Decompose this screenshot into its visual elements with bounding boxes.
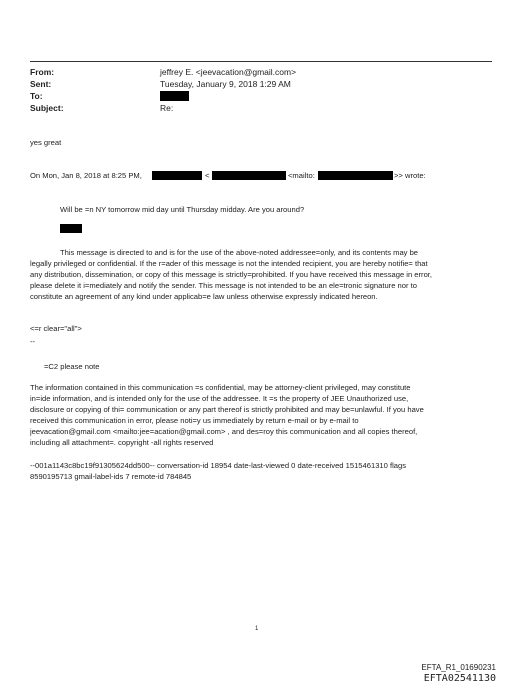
subject-label: Subject: <box>30 103 64 113</box>
disclaimer-line: legally privileged or confidential. If the r=ader of this message is not the intended recipient, you are hereby notifie= that <box>30 259 428 268</box>
disclaimer-line: any distribution, dissemination, or copy of this message is strictly=prohibited. If you have received this message in error, <box>30 270 433 279</box>
sent-value: Tuesday, January 9, 2018 1:29 AM <box>160 79 291 89</box>
from-label: From: <box>30 67 55 77</box>
confidential-line: disclosure or copying of thi= communication or any part thereof is strictly prohibited and may be=unlawful. If you have <box>30 405 424 414</box>
br-tag-text: <=r clear="all"> <box>30 324 82 333</box>
quoted-message: Will be =n NY tomorrow mid day until Thursday midday. Are you around? <box>60 205 305 214</box>
signature-redaction <box>60 224 82 233</box>
header-top-rule <box>30 61 492 62</box>
meta-line: 8590195713 gmail-label-ids 7 remote-id 784845 <box>30 472 192 481</box>
mailto-redaction <box>318 171 393 180</box>
confidential-line: received this communication in error, please noti=y us immediately by return e-mail or by e-mail to <box>30 416 359 425</box>
disclaimer-line: This message is directed to and is for the use of the above-noted addressee=only, and its contents may be <box>60 248 419 257</box>
sender-email-redaction <box>212 171 286 180</box>
confidential-line: jeevacation@gmail.com <mailto:jee=acation@gmail.com> , and des=roy this communication and all copies thereof, <box>30 427 418 436</box>
subject-value: Re: <box>160 103 174 113</box>
disclaimer-line: please delete it i=mediately and notify the sender. This message is not intended to be an ele=tronic signature nor to <box>30 281 417 290</box>
quote-intro-date: On Mon, Jan 8, 2018 at 8:25 PM, <box>30 171 142 180</box>
quote-intro-lt: < <box>205 171 210 180</box>
sender-name-redaction <box>152 171 202 180</box>
quote-intro-mailto: <mailto: <box>288 171 315 180</box>
page-number: 1 <box>255 626 259 632</box>
bates-number-1: EFTA_R1_01690231 <box>421 663 496 672</box>
confidential-line: in=ide information, and is intended only for the use of the addressee. It =s the property of JEE Unauthorized use, <box>30 394 409 403</box>
dashes-text: -- <box>30 337 36 346</box>
meta-line: --001a1143c8bc19f91305624dd500-- conversation-id 18954 date-last-viewed 0 date-received 1515461310 flags <box>30 461 407 470</box>
to-label: To: <box>30 91 43 101</box>
quote-intro-wrote: >> wrote: <box>394 171 426 180</box>
to-redaction <box>160 91 189 101</box>
confidential-line: including all attachment=. copyright -all rights reserved <box>30 438 214 447</box>
from-value: jeffrey E. <jeevacation@gmail.com> <box>160 67 297 77</box>
disclaimer-line: constitute an agreement of any kind under applicab=e law unless otherwise expressly indicated hereon. <box>30 292 378 301</box>
reply-text: yes great <box>30 138 62 147</box>
note-text: =C2 please note <box>44 362 100 371</box>
bates-number-2: EFTA02541130 <box>423 673 496 684</box>
sent-label: Sent: <box>30 79 52 89</box>
confidential-line: The information contained in this communication =s confidential, may be attorney-client privileged, may constitute <box>30 383 411 392</box>
